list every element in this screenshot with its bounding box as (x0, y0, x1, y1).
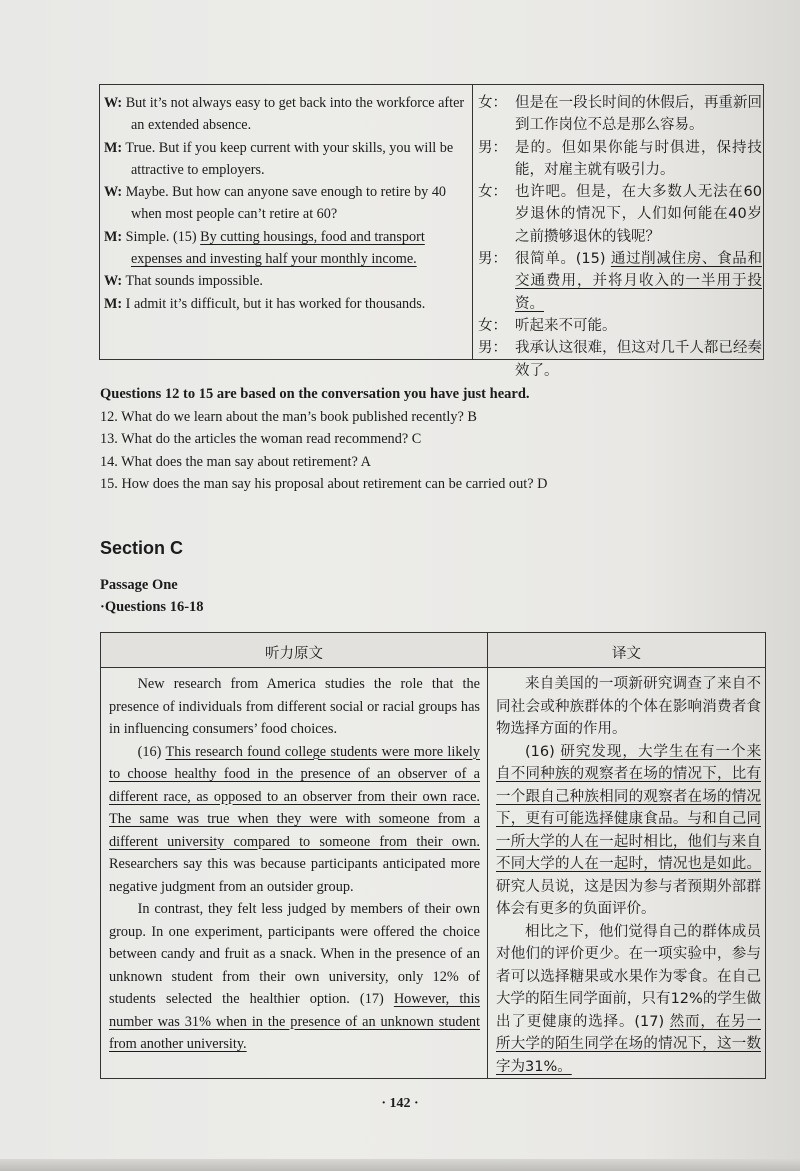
dialogue-english-column (104, 92, 466, 315)
speaker-label: 女： (478, 184, 507, 201)
speaker-label: 男： (478, 251, 507, 268)
dialogue-text: 很简单。(15) (515, 251, 611, 268)
speaker-label: M: (104, 139, 123, 156)
passage-questions: ·Questions 16-18 (100, 598, 204, 615)
dialogue-text: 我承认这很难，但这对几千人都已经奏效了。 (515, 340, 762, 379)
dialogue-line-zh (478, 248, 762, 315)
answer-underline-16-zh: 研究发现，大学生在有一个来自不同种族的观察者在场的情况下，比有一个跟自己种族相同的观察者在场的情况下，更有可能选择健康食品。与和自己同一所大学的人在一起时相比，他们与来自不同大学的人在一起时，情况也是如此。 (496, 743, 762, 872)
paragraph-text: In contrast, they felt less judged by members of their own group. In one experiment, participants were offered the choice between candy and fruit as a snack. When in the presence of an unknown student from their own university, only 12% of students selected the healthier option. (17) (109, 901, 480, 1007)
dialogue-line (104, 226, 466, 271)
speaker-label: M: (104, 228, 123, 245)
paragraph (109, 741, 480, 899)
dialogue-line (104, 270, 466, 292)
speaker-label: 男： (478, 340, 507, 357)
dialogue-line-zh (478, 181, 762, 248)
question-item: 15. How does the man say his proposal about retirement can be carried out? D (100, 476, 548, 493)
speaker-label: W: (104, 184, 123, 201)
dialogue-text: 也许吧。但是，在大多数人无法在60岁退休的情况下，人们如何能在40岁之前攒够退休的钱呢？ (515, 184, 762, 245)
paragraph-text: 相比之下，他们觉得自己的群体成员对他们的评价更少。在一项实验中，参与者可以选择糖果或水果作为零食。在自己大学的陌生同学面前，只有12%的学生做出了更健康的选择。(17) (496, 923, 761, 1030)
paragraph (109, 898, 480, 1056)
paragraph: New research from America studies the role that the presence of individuals from different social or racial groups has in influencing consumers’ food choices. (109, 676, 480, 737)
page-number: · 142 · (381, 1096, 419, 1111)
question-item: 14. What does the man say about retirement? A (100, 453, 371, 470)
answer-underline-15: By cutting housings, food and transport expenses and investing half your monthly income. (131, 228, 425, 268)
speaker-label: 女： (478, 95, 507, 111)
question-item: 12. What do we learn about the man’s book published recently? B (100, 409, 477, 425)
paragraph: 来自美国的一项新研究调查了来自不同社会或种族群体的个体在影响消费者食物选择方面的作用。 (496, 676, 761, 737)
paragraph-text: 研究人员说，这是因为参与者预期外部群体会有更多的负面评价。 (496, 878, 761, 917)
answer-underline-17: However, this number was 31% when in the presence of an unknown student from another university. (109, 991, 480, 1052)
paragraph (496, 741, 761, 921)
dialogue-line-zh (478, 337, 762, 382)
dialogue-line (104, 181, 466, 226)
answer-underline-17-zh: 然而，在另一所大学的陌生同学在场的情况下，这一数字为31%。 (496, 1013, 761, 1075)
speaker-label: 女： (478, 317, 507, 334)
speaker-label: 男： (478, 139, 507, 156)
dialogue-text: That sounds impossible. (125, 273, 263, 290)
answer-underline-16: This research found college students were more likely to choose healthy food in the presence of an observer of a different race, as opposed to an observer from their own race. The same was true when they were with someone from a different university compared to someone from their own. (109, 743, 480, 850)
dialogue-text: 听起来不可能。 (515, 317, 617, 334)
passage-chinese (496, 673, 761, 1078)
answer-underline-15-zh: 通过削减住房、食品和交通费用，并将月收入的一半用于投资。 (515, 251, 762, 312)
header-original: 听力原文 (265, 646, 323, 662)
dialogue-text: But it’s not always easy to get back into the workforce after an extended absence. (125, 95, 465, 134)
section-title: Section C (100, 538, 184, 558)
speaker-label: W: (104, 95, 123, 111)
dialogue-table (99, 84, 764, 379)
dialogue-text: 是的。但如果你能与时俱进，保持技能，对雇主就有吸引力。 (515, 139, 762, 178)
question-item: 13. What do the articles the woman read recommend? C (100, 431, 422, 448)
dialogue-text: Maybe. But how can anyone save enough to retire by 40 when most people can’t retire at 60? (125, 184, 447, 223)
dialogue-chinese-column (478, 92, 762, 382)
questions-heading: Questions 12 to 15 are based on the conversation you have just heard. (100, 386, 530, 402)
dialogue-text: True. But if you keep current with your skills, you will be attractive to employers. (125, 139, 454, 178)
dialogue-line-zh (478, 92, 762, 137)
column-divider (472, 85, 473, 359)
dialogue-line (104, 92, 466, 137)
paragraph-text: (16) (137, 743, 166, 760)
dialogue-text: I admit it’s difficult, but it has worked for thousands. (125, 295, 426, 312)
header-translation: 译文 (612, 646, 641, 662)
passage-heading (100, 575, 204, 618)
passage-table (100, 632, 766, 1079)
passage-english (109, 673, 480, 1056)
column-divider (487, 633, 488, 1078)
dialogue-line-zh (478, 315, 762, 337)
speaker-label: W: (104, 273, 123, 290)
dialogue-text: Simple. (15) (125, 228, 201, 245)
dialogue-text: 但是在一段长时间的休假后，再重新回到工作岗位不总是那么容易。 (515, 95, 762, 134)
questions-list (100, 406, 547, 496)
dialogue-line (104, 293, 466, 315)
table-header (101, 633, 765, 668)
paragraph-text: (16) (525, 743, 561, 760)
passage-title: Passage One (100, 577, 178, 593)
paragraph-text: Researchers say this was because participants anticipated more negative judgment from an outsider group. (109, 856, 480, 895)
page-edge (0, 1159, 800, 1171)
paragraph (496, 921, 761, 1079)
speaker-label: M: (104, 295, 123, 312)
dialogue-line (104, 137, 466, 182)
dialogue-line-zh (478, 137, 762, 182)
